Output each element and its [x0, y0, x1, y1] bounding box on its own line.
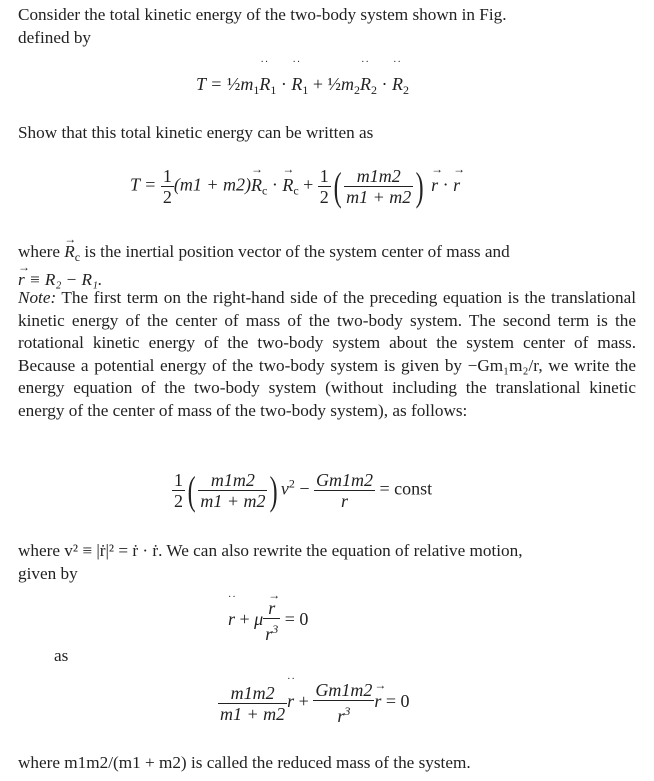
intro-paragraph	[18, 4, 636, 49]
where-v2-paragraph	[18, 540, 636, 585]
equation-kinetic-energy-cm: T = $\frac{1}{2}$ (m1 + m2) → $R_c$ · → $R_c$ + $\frac{1}{2}$ ( $\frac{m1m2}{m1 + m2}$ ) → r · → r	[130, 161, 466, 209]
eq2-r-a: → r	[431, 161, 444, 195]
eq1-lhs: T =	[196, 74, 227, 94]
eq5-frac: $\frac{Gm1m2}{r^3}$	[315, 680, 373, 726]
show-paragraph: Show that this total kinetic energy can be written as	[18, 123, 374, 142]
where1-prefix: where	[18, 242, 60, 261]
eq3-v: v	[280, 478, 289, 499]
eq1-plus: +	[308, 74, 328, 94]
eq1-sub2: 2	[354, 83, 360, 97]
note-text: The first term on the right-hand side of the preceding equation is the translational kinetic energy of the center of mass of the two-body system. The second term is the rotational kinetic energy of the two-body system about the system center of mass. Because a potential energy of the two-body system is given by −Gm₁m₂/r, we write the energy equation of the two-body system (without including the translational kinetic energy of the center of mass of the two-body system), as follows:	[18, 288, 636, 420]
equation-energy: $\frac{1}{2}$ ( $\frac{m1m2}{m1 + m2}$ ) $v^2$ − $\frac{Gm1m2}{r}$ = const	[174, 467, 433, 513]
equation-reduced-mass-form: $\frac{m1m2}{m1 + m2}$ ·· r + $\frac{Gm1m2}{r^3}$ → r = 0	[220, 674, 410, 726]
eq3-minus: −	[294, 478, 314, 499]
where1-Rc: → R	[64, 232, 77, 261]
eq1-R1dot-a: ·· R	[259, 57, 271, 94]
eq2-half-b: $\frac{1}{2}$	[319, 166, 329, 207]
eq5-reduced-mass: $\frac{m1m2}{m1 + m2}$	[220, 682, 286, 724]
eq2-Rc-b: → R	[282, 161, 295, 195]
eq4-r-ddot: ·· r	[228, 592, 237, 630]
as-label: as	[54, 646, 69, 665]
eq1-R1dot-b: ·· R	[291, 57, 303, 94]
eq4-rhs: = 0	[280, 609, 309, 630]
eq2-lhs: T =	[130, 174, 157, 195]
eq4-frac: → r $r^3$	[265, 588, 281, 644]
where2-line1: where v² ≡ |ṙ|² = ṙ · ṙ. We can also rewrite the equation of relative motion,	[18, 541, 523, 560]
eq5-r-vec: → r	[374, 678, 387, 712]
eq2-half: $\frac{1}{2}$	[162, 166, 172, 207]
eq1-m1: m	[240, 74, 254, 94]
where1-line2: ≡ R₂ − R₁.	[29, 269, 103, 289]
eq2-Rc-a: → R	[250, 161, 263, 195]
intro-line-1: Consider the total kinetic energy of the two-body system shown in Fig.	[18, 5, 507, 24]
eq3-potential: $\frac{Gm1m2}{r}$	[315, 470, 373, 511]
eq3-rhs: = const	[379, 478, 433, 499]
eq1-half-a: ½	[226, 74, 241, 94]
eq2-mass-sum: (m1 + m2)	[173, 174, 251, 195]
note-paragraph	[18, 287, 636, 423]
eq2-plus: +	[298, 174, 314, 195]
eq1-R2dot-a: ·· R	[360, 57, 371, 94]
intro-line-2: defined by	[18, 27, 92, 47]
where1-r: → r	[18, 259, 30, 289]
eq3-reduced-mass: $\frac{m1m2}{m1 + m2}$	[200, 470, 266, 511]
eq1-R2dot-b: ·· R	[392, 57, 403, 94]
eq1-half-b: ½	[327, 74, 341, 94]
where1-suffix: is the inertial position vector of the system center of mass and	[84, 242, 510, 261]
final-paragraph: where m1m2/(m1 + m2) is called the reduced mass of the system.	[18, 753, 471, 772]
eq5-rhs: = 0	[381, 691, 410, 712]
eq1-sub1: 1	[253, 83, 260, 97]
equation-kinetic-energy: $T = \frac{1}{2}m_1$ ·· $R_1$ · ·· $R_1$ + $\frac{1}{2}m_2$ ·· $R_2$ · ·· $R_2$	[196, 57, 409, 97]
eq4-mu: μ	[254, 609, 264, 630]
eq1-m2: m	[341, 74, 354, 94]
eq5-r-ddot: ·· r	[287, 674, 296, 712]
equation-relative-motion: ·· r + μ → r $r^3$ = 0	[228, 588, 309, 644]
note-label: Note:	[18, 288, 57, 307]
eq2-reduced-mass: $\frac{m1m2}{m1 + m2}$	[346, 166, 412, 207]
eq2-r-b: → r	[453, 161, 466, 195]
where-rc-paragraph: where → $R_c$ is the inertial position vector of the system center of mass and → r ≡ R₂ − R₁.	[18, 241, 636, 291]
where2-line2: given by	[18, 563, 78, 583]
eq3-half: $\frac{1}{2}$	[174, 470, 183, 511]
